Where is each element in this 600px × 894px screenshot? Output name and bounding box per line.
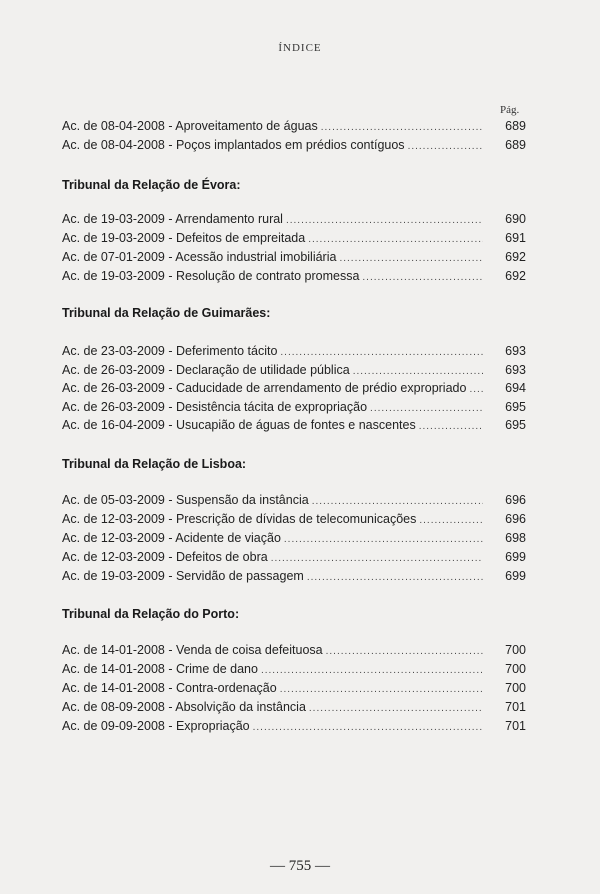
index-entry bbox=[62, 512, 526, 530]
index-entry bbox=[62, 700, 526, 718]
entry-text: Ac. de 26-03-2009 - Declaração de utilidade pública bbox=[62, 363, 350, 377]
entry-page: 695 bbox=[505, 418, 526, 432]
index-entry bbox=[62, 381, 526, 399]
entry-page: 694 bbox=[505, 381, 526, 395]
entry-page: 692 bbox=[505, 250, 526, 264]
index-entry bbox=[62, 569, 526, 587]
entry-page: 690 bbox=[505, 212, 526, 226]
entry-page: 689 bbox=[505, 138, 526, 152]
index-entry bbox=[62, 418, 526, 436]
dot-leader bbox=[280, 347, 483, 358]
entry-page: 689 bbox=[505, 119, 526, 133]
entry-page: 698 bbox=[505, 531, 526, 545]
dot-leader bbox=[469, 384, 483, 395]
dot-leader bbox=[271, 553, 483, 564]
dot-leader bbox=[419, 515, 483, 526]
dot-leader bbox=[326, 646, 483, 657]
entry-text: Ac. de 19-03-2009 - Servidão de passagem bbox=[62, 569, 304, 583]
entry-page: 692 bbox=[505, 269, 526, 283]
entry-page: 696 bbox=[505, 493, 526, 507]
entry-text: Ac. de 19-03-2009 - Arrendamento rural bbox=[62, 212, 283, 226]
entry-page: 696 bbox=[505, 512, 526, 526]
entry-page: 691 bbox=[505, 231, 526, 245]
entry-text: Ac. de 12-03-2009 - Prescrição de dívidas de telecomunicações bbox=[62, 512, 417, 526]
entry-text: Ac. de 08-04-2008 - Aproveitamento de águas bbox=[62, 119, 318, 133]
index-entry bbox=[62, 269, 526, 287]
index-entry bbox=[62, 681, 526, 699]
entry-page: 700 bbox=[505, 681, 526, 695]
entry-text: Ac. de 08-09-2008 - Absolvição da instância bbox=[62, 700, 306, 714]
entry-page: 699 bbox=[505, 569, 526, 583]
dot-leader bbox=[408, 141, 483, 152]
page-header-title: ÍNDICE bbox=[278, 42, 322, 54]
page-column-label: Pág. bbox=[500, 104, 520, 116]
page-number: — 755 — bbox=[270, 858, 330, 874]
entry-page: 700 bbox=[505, 662, 526, 676]
entry-text: Ac. de 08-04-2008 - Poços implantados em prédios contíguos bbox=[62, 138, 405, 152]
dot-leader bbox=[308, 234, 483, 245]
dot-leader bbox=[419, 421, 483, 432]
entry-text: Ac. de 26-03-2009 - Desistência tácita de expropriação bbox=[62, 400, 368, 414]
entry-text: Ac. de 19-03-2009 - Defeitos de empreitada bbox=[62, 231, 306, 245]
dot-leader bbox=[284, 534, 483, 545]
dot-leader bbox=[280, 684, 483, 695]
index-entry bbox=[62, 662, 526, 680]
index-entry bbox=[62, 363, 526, 381]
dot-leader bbox=[286, 215, 483, 226]
dot-leader bbox=[312, 496, 483, 507]
dot-leader bbox=[362, 272, 483, 283]
entry-text: Ac. de 07-01-2009 - Acessão industrial imobiliária bbox=[62, 250, 337, 264]
index-entry bbox=[62, 531, 526, 549]
dot-leader bbox=[339, 253, 483, 264]
entry-text: Ac. de 14-01-2008 - Crime de dano bbox=[62, 662, 258, 676]
entry-text: Ac. de 14-01-2008 - Venda de coisa defeituosa bbox=[62, 643, 323, 657]
entry-text: Ac. de 05-03-2009 - Suspensão da instância bbox=[62, 493, 309, 507]
dot-leader bbox=[307, 572, 483, 583]
index-entry bbox=[62, 212, 526, 230]
section-title-lisboa: Tribunal da Relação de Lisboa: bbox=[62, 457, 247, 471]
index-entry bbox=[62, 719, 526, 737]
entry-page: 695 bbox=[505, 400, 526, 414]
entry-text: Ac. de 12-03-2009 - Defeitos de obra bbox=[62, 550, 268, 564]
section-title-evora: Tribunal da Relação de Évora: bbox=[62, 178, 241, 192]
index-entry bbox=[62, 344, 526, 362]
index-entry bbox=[62, 231, 526, 249]
entry-text: Ac. de 19-03-2009 - Resolução de contrato promessa bbox=[62, 269, 360, 283]
entry-page: 699 bbox=[505, 550, 526, 564]
entry-page: 693 bbox=[505, 344, 526, 358]
dot-leader bbox=[321, 122, 483, 133]
dot-leader bbox=[309, 703, 483, 714]
index-entry bbox=[62, 250, 526, 268]
dot-leader bbox=[261, 665, 483, 676]
entry-text: Ac. de 14-01-2008 - Contra-ordenação bbox=[62, 681, 277, 695]
dot-leader bbox=[370, 403, 483, 414]
entry-page: 693 bbox=[505, 363, 526, 377]
entry-page: 701 bbox=[505, 700, 526, 714]
entry-page: 701 bbox=[505, 719, 526, 733]
index-entry bbox=[62, 119, 526, 137]
dot-leader bbox=[353, 366, 483, 377]
section-title-porto: Tribunal da Relação do Porto: bbox=[62, 607, 240, 621]
index-entry bbox=[62, 643, 526, 661]
index-entry bbox=[62, 400, 526, 418]
entry-text: Ac. de 16-04-2009 - Usucapião de águas de fontes e nascentes bbox=[62, 418, 416, 432]
dot-leader bbox=[253, 722, 483, 733]
index-entry bbox=[62, 138, 526, 156]
entry-text: Ac. de 23-03-2009 - Deferimento tácito bbox=[62, 344, 278, 358]
entry-text: Ac. de 26-03-2009 - Caducidade de arrendamento de prédio expropriado bbox=[62, 381, 467, 395]
entry-text: Ac. de 12-03-2009 - Acidente de viação bbox=[62, 531, 281, 545]
index-entry bbox=[62, 493, 526, 511]
entry-page: 700 bbox=[505, 643, 526, 657]
section-title-guimaraes: Tribunal da Relação de Guimarães: bbox=[62, 306, 271, 320]
entry-text: Ac. de 09-09-2008 - Expropriação bbox=[62, 719, 250, 733]
index-entry bbox=[62, 550, 526, 568]
